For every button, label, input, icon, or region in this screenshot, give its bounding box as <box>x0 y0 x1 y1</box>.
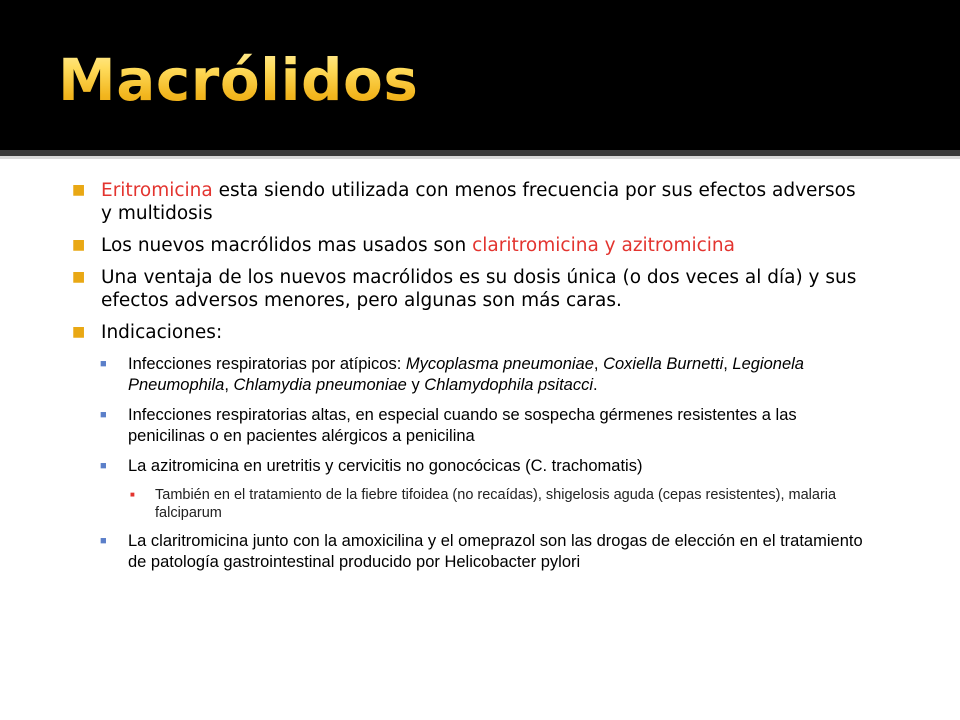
square-bullet-icon: ■ <box>100 460 107 472</box>
square-bullet-icon: ■ <box>72 324 86 340</box>
separator: y <box>406 376 425 394</box>
sub-bullet-item <box>99 531 872 573</box>
highlight-text: Eritromicina <box>101 180 213 201</box>
organism-name: Mycoplasma pneumoniae <box>405 355 594 373</box>
sub-bullet-item <box>99 354 872 396</box>
bullet-text: Indicaciones: <box>101 322 223 343</box>
organism-name: Chlamydia pneumoniae <box>233 376 407 394</box>
bullet-list <box>72 179 872 582</box>
square-bullet-icon: ■ <box>130 490 135 499</box>
square-bullet-icon: ■ <box>72 182 86 198</box>
separator: . <box>593 376 598 394</box>
sub-bullet-text: Infecciones respiratorias por atípicos: <box>128 355 406 373</box>
slide-title: Macrólidos <box>58 40 418 120</box>
sub-bullet-item <box>99 405 872 447</box>
sub-bullet-text: La azitromicina en uretritis y cervicitis no gonocócicas (C. trachomatis) <box>128 457 643 475</box>
bullet-item <box>72 321 872 573</box>
square-bullet-icon: ■ <box>100 358 107 370</box>
sub-bullet-text: La claritromicina junto con la amoxicilina y el omeprazol son las drogas de elección en el tratamiento de patología gastrointestinal producido por Helicobacter pylori <box>128 532 863 571</box>
separator: , <box>593 355 604 373</box>
square-bullet-icon: ■ <box>100 535 107 547</box>
sub-sub-bullet-item <box>128 486 872 522</box>
sub-bullet-list <box>101 354 872 573</box>
bullet-text: Una ventaja de los nuevos macrólidos es su dosis única (o dos veces al día) y sus efectos adversos menores, pero algunas son más caras. <box>101 267 857 311</box>
organism-name: Legionela Pneumophila <box>128 355 804 394</box>
sub-bullet-text: Infecciones respiratorias altas, en especial cuando se sospecha gérmenes resistentes a las penicilinas o en pacientes alérgicos a penicilina <box>128 406 797 445</box>
sub-sub-bullet-text: También en el tratamiento de la fiebre tifoidea (no recaídas), shigelosis aguda (cepas resistentes), malaria falciparum <box>155 487 837 521</box>
slide-content <box>0 159 960 720</box>
highlight-text: claritromicina y azitromicina <box>472 235 735 256</box>
separator: , <box>224 376 234 394</box>
separator: , <box>723 355 733 373</box>
bullet-item <box>72 266 872 312</box>
bullet-item <box>72 179 872 225</box>
bullet-text: Los nuevos macrólidos mas usados son <box>101 235 473 256</box>
bullet-item <box>72 234 872 257</box>
square-bullet-icon: ■ <box>72 237 86 253</box>
title-bar <box>0 0 960 150</box>
square-bullet-icon: ■ <box>100 409 107 421</box>
sub-bullet-item <box>99 456 872 522</box>
square-bullet-icon: ■ <box>72 269 86 285</box>
sub-sub-bullet-list <box>128 486 872 522</box>
bullet-text: esta siendo utilizada con menos frecuencia por sus efectos adversos y multidosis <box>101 180 856 224</box>
organism-name: Chlamydophila psitacci <box>424 376 594 394</box>
organism-name: Coxiella Burnetti <box>603 355 724 373</box>
